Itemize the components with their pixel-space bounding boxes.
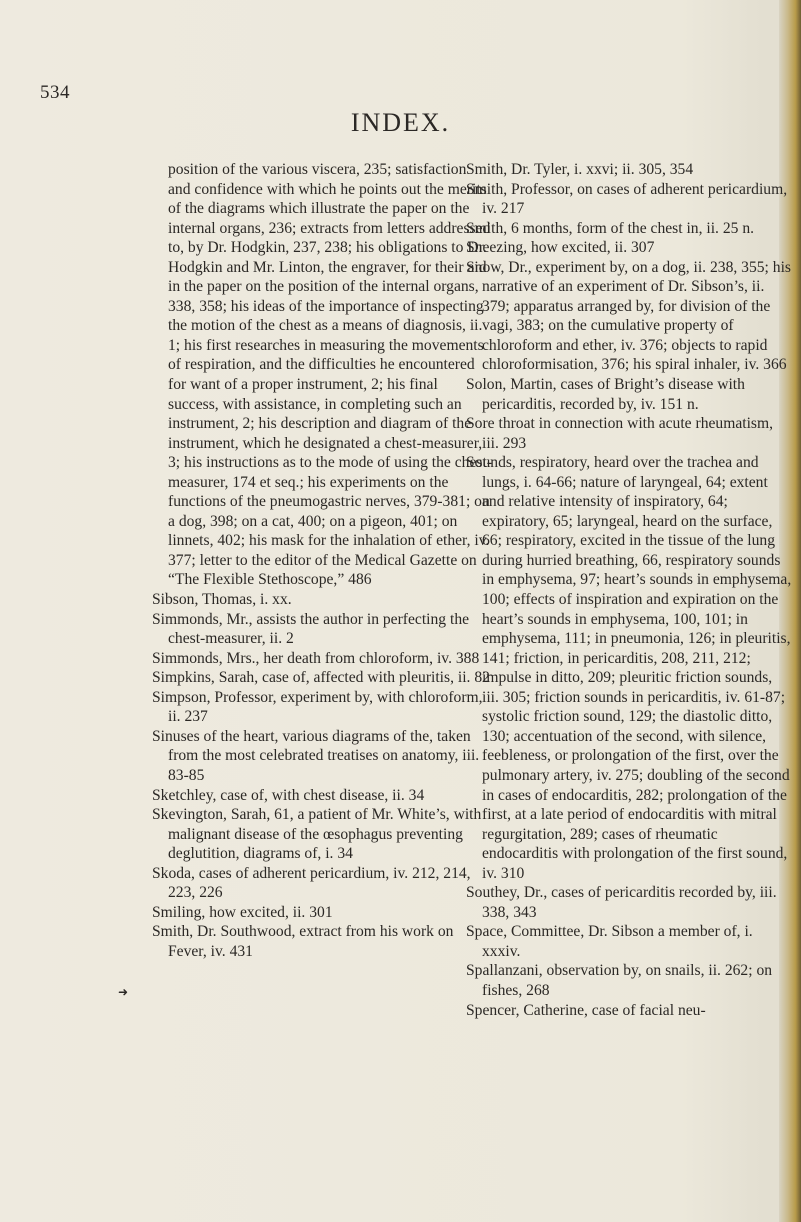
page-number: 534 <box>40 82 70 103</box>
index-entry: Smiling, how excited, ii. 301 <box>152 903 333 921</box>
index-entry: Smith, Dr. Tyler, i. xxvi; ii. 305, 354 <box>466 161 694 178</box>
running-head: INDEX. <box>350 108 451 137</box>
index-entry: Smith, Dr. Southwood, extract from his work on Fever, iv. 431 <box>152 923 454 960</box>
index-entry: Solon, Martin, cases of Bright’s disease with pericarditis, recorded by, iv. 151 n. <box>466 376 745 413</box>
index-entry: Skevington, Sarah, 61, a patient of Mr. White’s, with malignant disease of the œsophagus preventing deglutition, diagrams of, i. 34 <box>152 806 482 863</box>
index-entry: Space, Committee, Dr. Sibson a member of, i. xxxiv. <box>466 923 753 960</box>
index-entry: Spencer, Catherine, case of facial neu- <box>466 1001 706 1019</box>
index-entry: Smith, Professor, on cases of adherent pericardium, iv. 217 <box>466 180 788 218</box>
index-entry: Simpson, Professor, experiment by, with chloroform, ii. 237 <box>152 688 483 726</box>
margin-pointer-mark: ➜ <box>118 985 129 999</box>
index-entry: Spallanzani, observation by, on snails, ii. 262; on fishes, 268 <box>466 962 773 999</box>
index-entry: Sibson, Thomas, i. xx. <box>152 591 292 609</box>
index-entry: Simmonds, Mrs., her death from chloroform, iv. 388 <box>152 649 480 667</box>
index-entry: Skoda, cases of adherent pericardium, iv. 212, 214, 223, 226 <box>152 864 471 902</box>
index-column-right <box>466 160 792 1020</box>
index-entry: Sounds, respiratory, heard over the trachea and lungs, i. 64-66; nature of laryngeal, 64; extent and relative intensity of inspiratory, 64; expiratory, 65; laryngeal, heard on the surface, 66; respiratory, excited in the tissue of the lung during hurried breathing, 66, respiratory sounds in emphysema, 97; heart’s sounds in emphysema, 100; effects of inspiration and expiration on the heart’s sounds in emphysema, 100, 101; in emphysema, 111; in pneumonia, 126; in pleuritis, 141; friction, in pericarditis, 208, 211, 212; impulse in ditto, 209; pleuritic friction sounds, iii. 305; friction sounds in pericarditis, iv. 61-87; systolic friction sound, 129; the diastolic ditto, 130; accentuation of the second, with silence, feebleness, or prolongation of the first, over the pulmonary artery, iv. 275; doubling of the second in cases of endocarditis, 282; prolongation of the first, at a late period of endocarditis with mitral regurgitation, 289; cases of rheumatic endocarditis with prolongation of the first sound, iv. 310 <box>466 454 792 882</box>
index-entry: position of the various viscera, 235; satisfaction and confidence with which he points out the merits of the diagrams which illustrate the paper on the internal organs, 236; extracts from letters addressed to, by Dr. Hodgkin, 237, 238; his obligations to Dr. Hodgkin and Mr. Linton, the engraver, for their aid in the paper on the position of the internal organs, 338, 358; his ideas of the importance of inspecting the motion of the chest as a means of diagnosis, ii. 1; his first researches in measuring the movements of respiration, and the difficulties he encountered for want of a proper instrument, 2; his final success, with assistance, in completing such an instrument, 2; his description and diagram of the instrument, which he designated a chest-measurer, 3; his instructions as to the mode of using the chest-measurer, 174 et seq.; his experiments on the functions of the pneumogastric nerves, 379-381; on a dog, 398; on a cat, 400; on a pigeon, 401; on linnets, 402; his mask for the inhalation of ether, iv. 377; letter to the editor of the Medical Gazette on “The Flexible Stethoscope,” 486 <box>168 161 492 589</box>
index-column-left <box>152 160 492 961</box>
index-entry: Southey, Dr., cases of pericarditis recorded by, iii. 338, 343 <box>466 884 777 921</box>
index-entry: Sneezing, how excited, ii. 307 <box>466 239 655 257</box>
index-entry: Sketchley, case of, with chest disease, ii. 34 <box>152 786 425 804</box>
index-entry: Sinuses of the heart, various diagrams of the, taken from the most celebrated treatises on anatomy, iii. 83-85 <box>152 727 480 784</box>
index-entry: Smith, 6 months, form of the chest in, ii. 25 n. <box>466 219 755 237</box>
index-entry: Simmonds, Mr., assists the author in perfecting the chest-measurer, ii. 2 <box>152 610 470 648</box>
index-entry: Sore throat in connection with acute rheumatism, iii. 293 <box>466 415 774 452</box>
index-entry: Simpkins, Sarah, case of, affected with pleuritis, ii. 82 <box>152 669 490 687</box>
index-entry: Snow, Dr., experiment by, on a dog, ii. 238, 355; his narrative of an experiment of Dr. Sibson’s, ii. 379; apparatus arranged by, for division of the vagi, 383; on the cumulative property of chloroform and ether, iv. 376; objects to rapid chloroformisation, 376; his spiral inhaler, iv. 366 <box>466 258 791 374</box>
